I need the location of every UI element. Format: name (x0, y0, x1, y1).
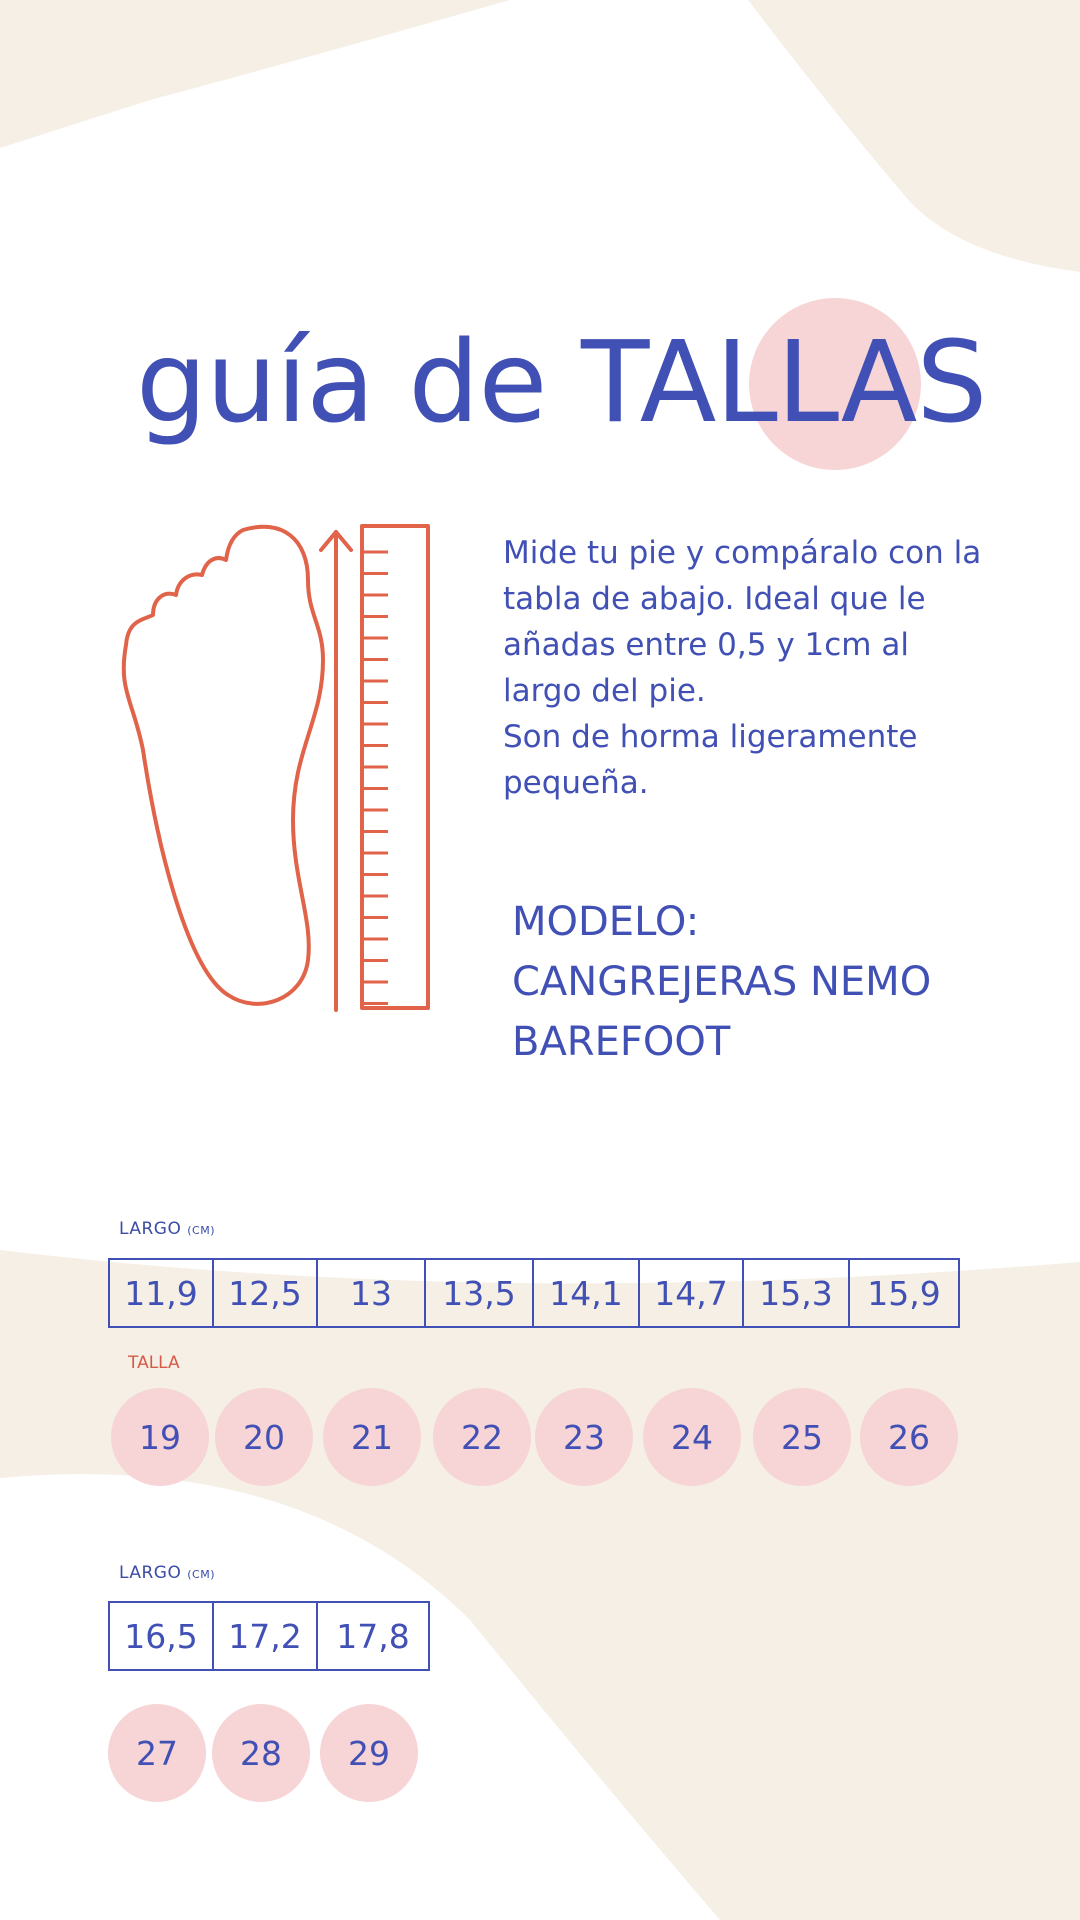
table-row (109, 1259, 959, 1327)
instructions-text (503, 530, 983, 806)
table-row (109, 1602, 429, 1670)
length-cell: 13,5 (425, 1259, 533, 1327)
model-line-2: CANGREJERAS NEMO (512, 959, 932, 1005)
table2-length-label-unit: (CM) (187, 1568, 216, 1581)
length-cell: 15,9 (849, 1259, 959, 1327)
length-cell: 16,5 (109, 1602, 213, 1670)
instructions-paragraph-1: Mide tu pie y compáralo con la tabla de abajo. Ideal que le añadas entre 0,5 y 1cm al largo del pie. (503, 535, 982, 709)
length-cell: 17,2 (213, 1602, 317, 1670)
size-circle: 26 (860, 1388, 958, 1486)
size-circle: 21 (323, 1388, 421, 1486)
length-cell: 14,1 (533, 1259, 639, 1327)
instructions-paragraph-2: Son de horma ligeramente pequeña. (503, 719, 918, 801)
size-circle: 27 (108, 1704, 206, 1802)
size-circle: 29 (320, 1704, 418, 1802)
table2-length-label-text: LARGO (119, 1563, 188, 1583)
length-cell: 15,3 (743, 1259, 849, 1327)
model-line-1: MODELO: (512, 899, 700, 945)
model-line-3: BAREFOOT (512, 1019, 731, 1065)
size-circle: 28 (212, 1704, 310, 1802)
length-cell: 17,8 (317, 1602, 429, 1670)
model-name (512, 892, 1012, 1072)
size-circle: 23 (535, 1388, 633, 1486)
table2-length-label (119, 1563, 215, 1583)
size-circle: 22 (433, 1388, 531, 1486)
length-cell: 11,9 (109, 1259, 213, 1327)
foot-outline (124, 527, 323, 1004)
foot-ruler-icon (118, 520, 438, 1014)
size-circle: 19 (111, 1388, 209, 1486)
size-circle: 25 (753, 1388, 851, 1486)
length-cell: 13 (317, 1259, 425, 1327)
table1-length-label-text: LARGO (119, 1219, 188, 1239)
beige-shape-bottom (0, 1250, 1080, 1920)
size-label: TALLA (128, 1353, 180, 1373)
size-circle: 24 (643, 1388, 741, 1486)
table1-length-label-unit: (CM) (187, 1224, 216, 1237)
length-cell: 14,7 (639, 1259, 743, 1327)
length-table-2 (108, 1601, 430, 1671)
table1-length-label (119, 1219, 215, 1239)
title-area (0, 0, 1080, 470)
ruler-ticks (362, 552, 388, 1004)
length-cell: 12,5 (213, 1259, 317, 1327)
length-table-1 (108, 1258, 960, 1328)
page-title: guía de TALLAS (136, 318, 987, 448)
size-circle: 20 (215, 1388, 313, 1486)
